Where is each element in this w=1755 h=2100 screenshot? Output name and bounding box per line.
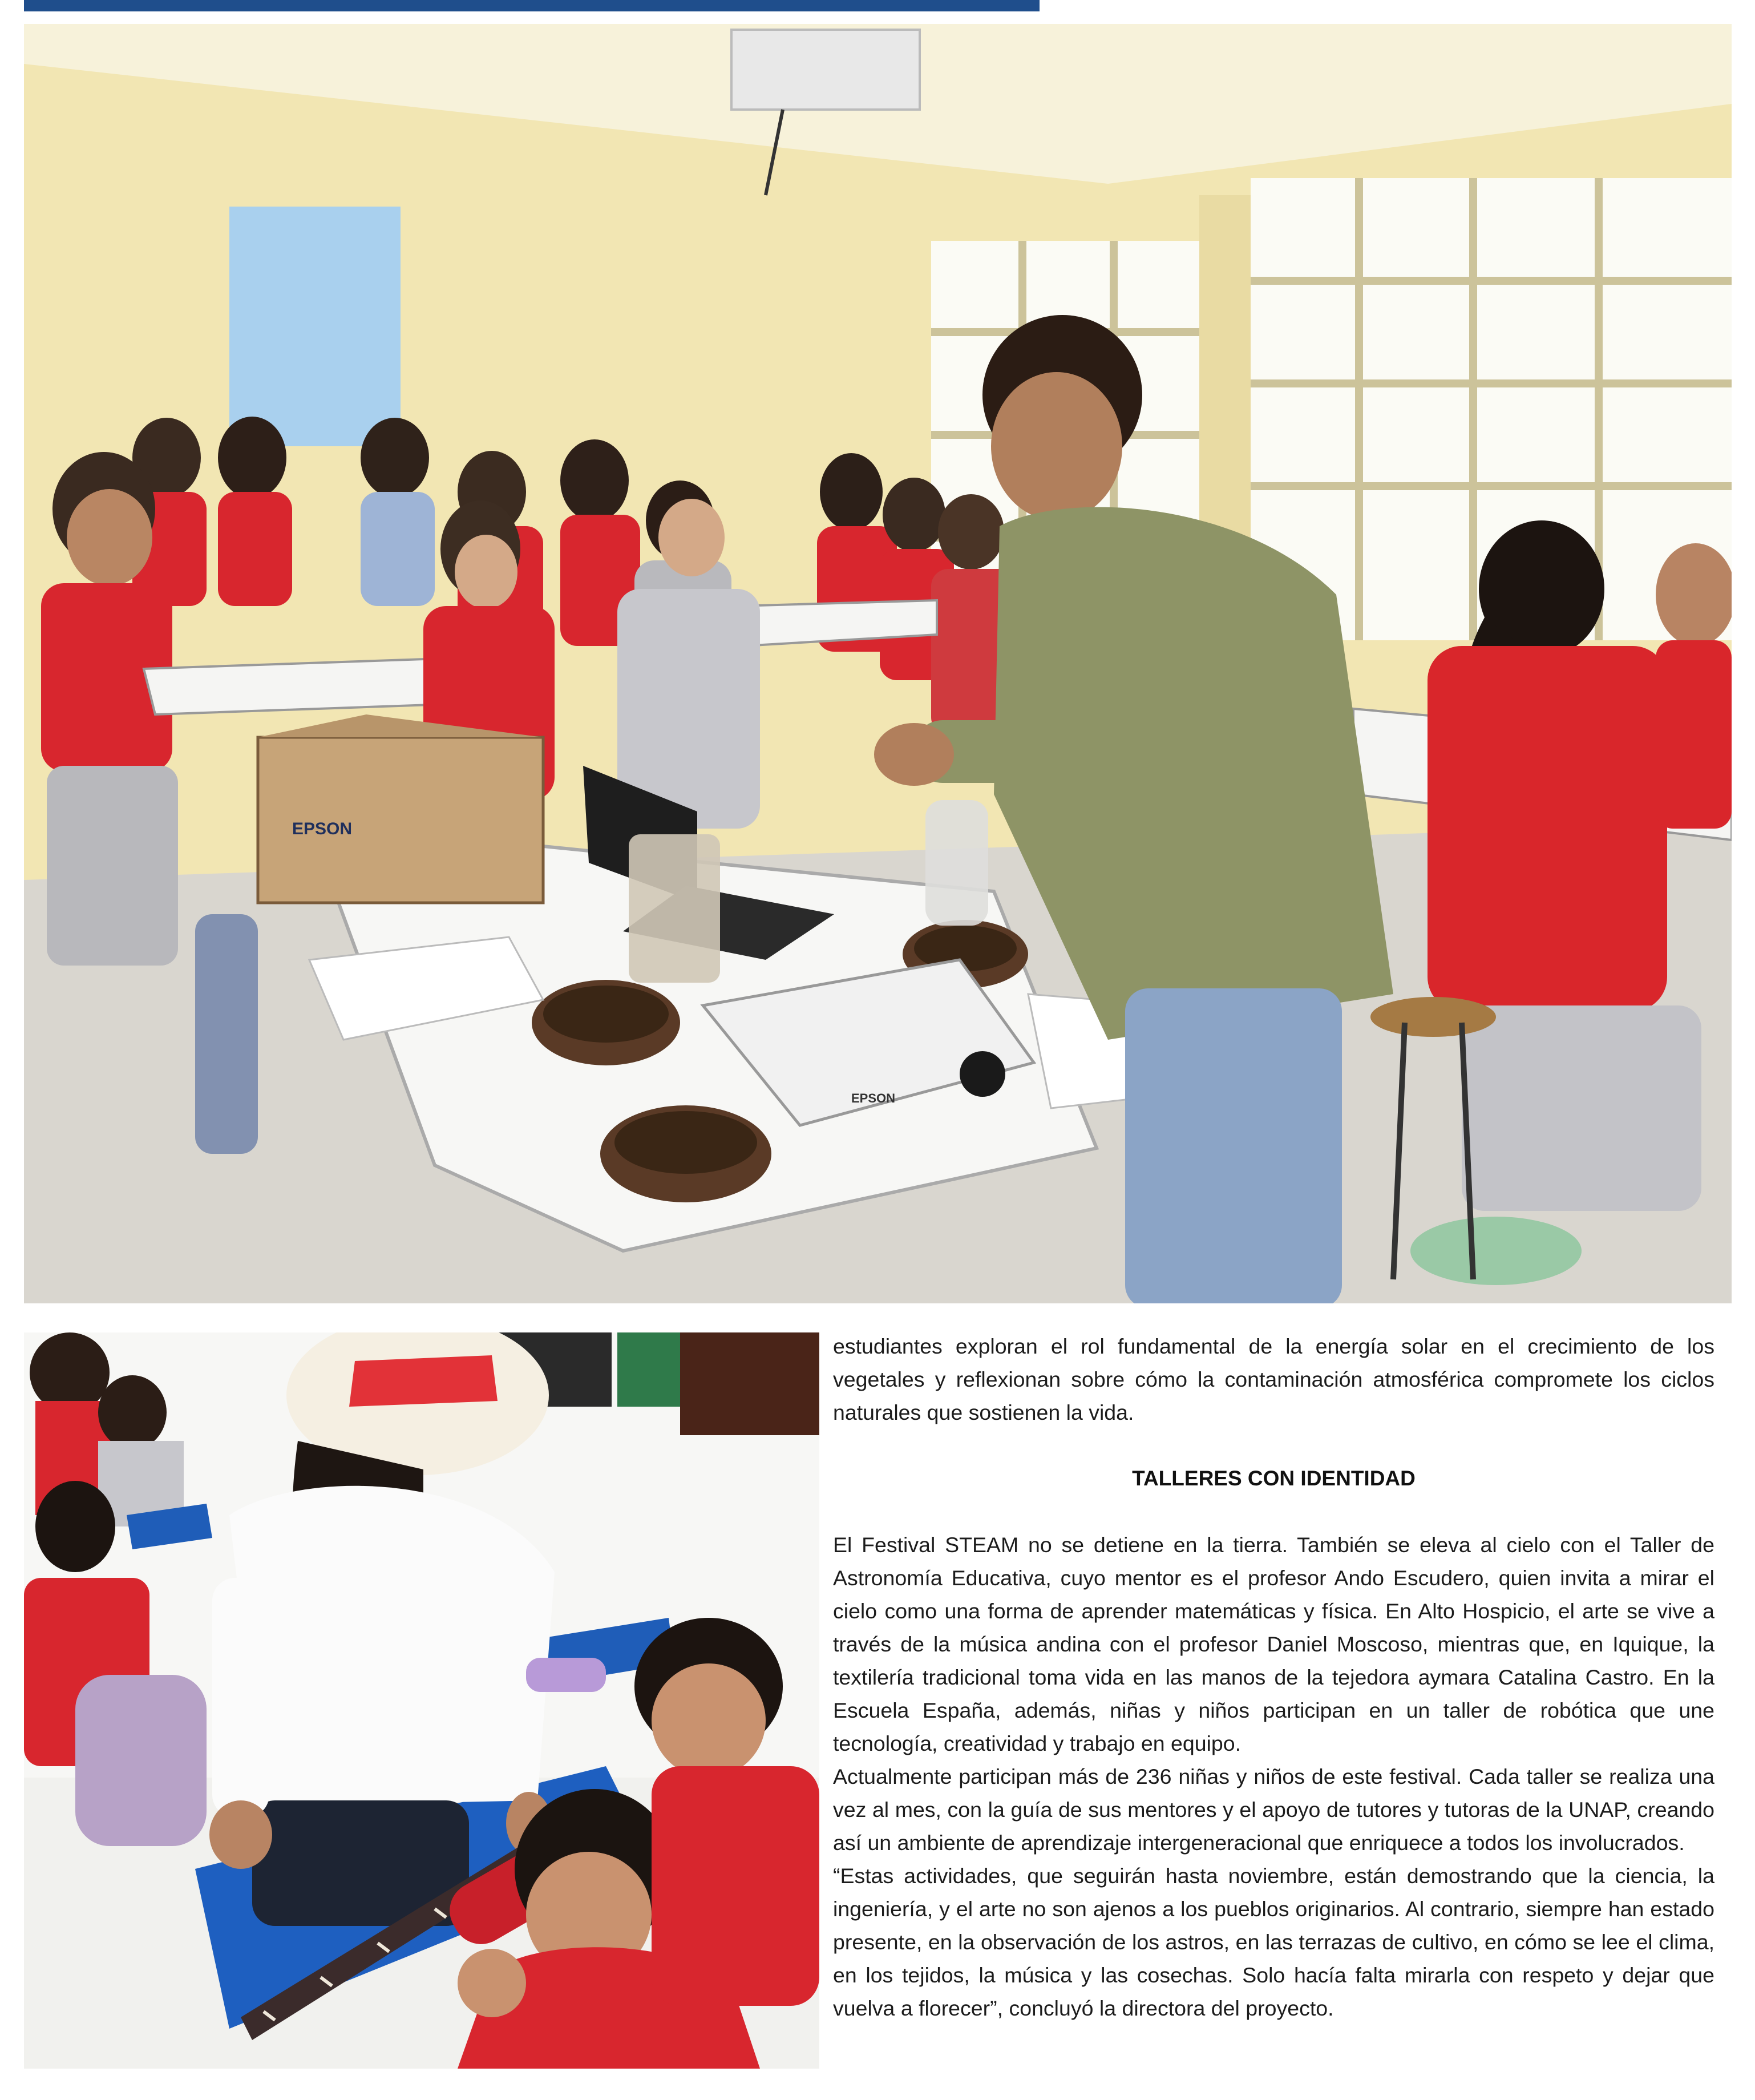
spacer <box>833 1495 1714 1528</box>
box-brand-label: EPSON <box>292 819 353 838</box>
article-text <box>833 1330 1714 2025</box>
classroom-photo <box>24 24 1732 1303</box>
header-accent-bar <box>24 0 1040 11</box>
paragraph-quote: “Estas actividades, que seguirán hasta noviembre, están demostrando que la ciencia, la ingeniería, y el arte no son ajenos a los pueblos originarios. Al contrario, siempre han estado presente, en la observación de los astros, en las terrazas de cultivo, en cómo se lee el clima, en los tejidos, la música y las cosechas. Solo hacía falta mirarla con respeto y dejar que vuelva a florecer”, concluyó la directora del proyecto. <box>833 1864 1714 2020</box>
intro-paragraph: estudiantes exploran el rol fundamental de la energía solar en el crecimiento de los vegetales y reflexionan sobre cómo la contaminación atmosférica compromete los ciclos naturales que sostienen la vida. <box>833 1334 1714 1424</box>
paragraph-astronomy: El Festival STEAM no se detiene en la tierra. También se eleva al cielo con el Taller de Astronomía Educativa, cuyo mentor es el profesor Ando Escudero, quien invita a mirar el cielo como una forma de aprender matemáticas y física. En Alto Hospicio, el arte se vive a través de la música andina con el profesor Daniel Moscoso, mientras que, en Iquique, la textilería tradicional toma vida en las manos de la tejedora aymara Catalina Castro. En la Escuela España, además, niñas y niños participan en un taller de robótica que une tecnología, creatividad y trabajo en equipo. <box>833 1533 1714 1755</box>
paragraph-participation: Actualmente participan más de 236 niñas y niños de este festival. Cada taller se realiza una vez al mes, con la guía de sus mentores y el apoyo de tutores y tutoras de la UNAP, creando así un ambiente de aprendizaje intergeneracional que enriquece a todos los involucrados. <box>833 1764 1714 1855</box>
weaving-workshop-photo <box>24 1332 819 2069</box>
spacer <box>833 1429 1714 1462</box>
section-heading: TALLERES CON IDENTIDAD <box>1132 1467 1416 1490</box>
projector-brand-label: EPSON <box>851 1091 896 1105</box>
